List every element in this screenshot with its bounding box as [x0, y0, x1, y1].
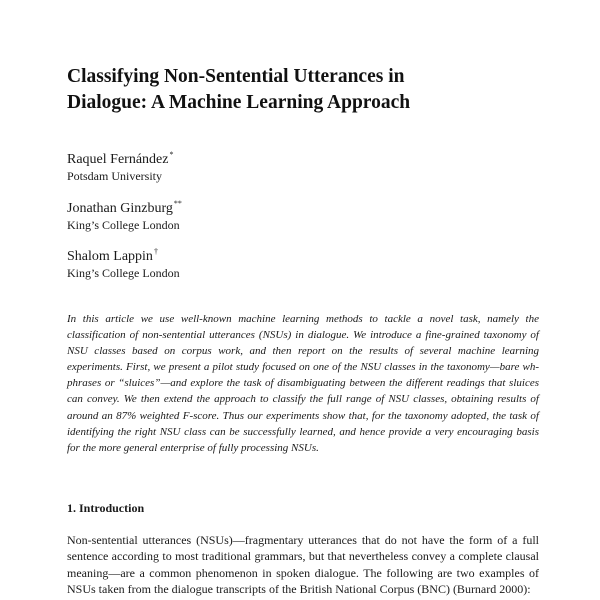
author-name	[67, 196, 182, 217]
paper-title	[67, 64, 537, 116]
author-name-text: Raquel Fernández	[67, 152, 169, 167]
author-affiliation: King’s College London	[67, 218, 180, 232]
author-affiliation: King’s College London	[67, 266, 180, 280]
author-name-text: Jonathan Ginzburg	[67, 201, 173, 216]
author-footnote-mark: *	[169, 150, 174, 159]
author-block-1	[67, 147, 173, 184]
author-name	[67, 244, 180, 265]
introduction-paragraph: Non-sentential utterances (NSUs)—fragmentary utterances that do not have the form of a full sentence according to most traditional grammars, but that nevertheless convey a complete clausal meaning—are a common phenomenon in spoken dialogue. The following are two examples of NSUs taken from the dialogue transcripts of the British National Corpus (BNC) (Burnard 2000):	[67, 533, 539, 596]
section-heading-introduction: 1. Introduction	[67, 501, 145, 515]
author-block-3	[67, 244, 180, 281]
author-name	[67, 147, 173, 168]
author-footnote-mark: †	[153, 247, 158, 256]
author-name-text: Shalom Lappin	[67, 249, 153, 264]
author-affiliation: Potsdam University	[67, 169, 162, 183]
author-block-2	[67, 196, 182, 233]
paper-title-line-2: Dialogue: A Machine Learning Approach	[67, 92, 411, 113]
paper-title-line-1: Classifying Non-Sentential Utterances in	[67, 66, 405, 87]
abstract-text: In this article we use well-known machine learning methods to tackle a novel task, namely the classification of non-sentential utterances (NSUs) in dialogue. We introduce a fine-grained taxonomy of NSU classes based on corpus work, and then report on the results of several machine learning experiments. First, we present a pilot study focused on one of the NSU classes in the taxonomy—bare wh-phrases or “sluices”—and explore the task of disambiguating between the different readings that sluices can convey. We then extend the approach to classify the full range of NSU classes, obtaining results of around an 87% weighted F-score. Thus our experiments show that, for the taxonomy adopted, the task of identifying the right NSU class can be successfully learned, and hence provide a very encouraging basis for the more general enterprise of fully processing NSUs.	[67, 313, 539, 454]
author-footnote-mark: **	[173, 199, 182, 208]
